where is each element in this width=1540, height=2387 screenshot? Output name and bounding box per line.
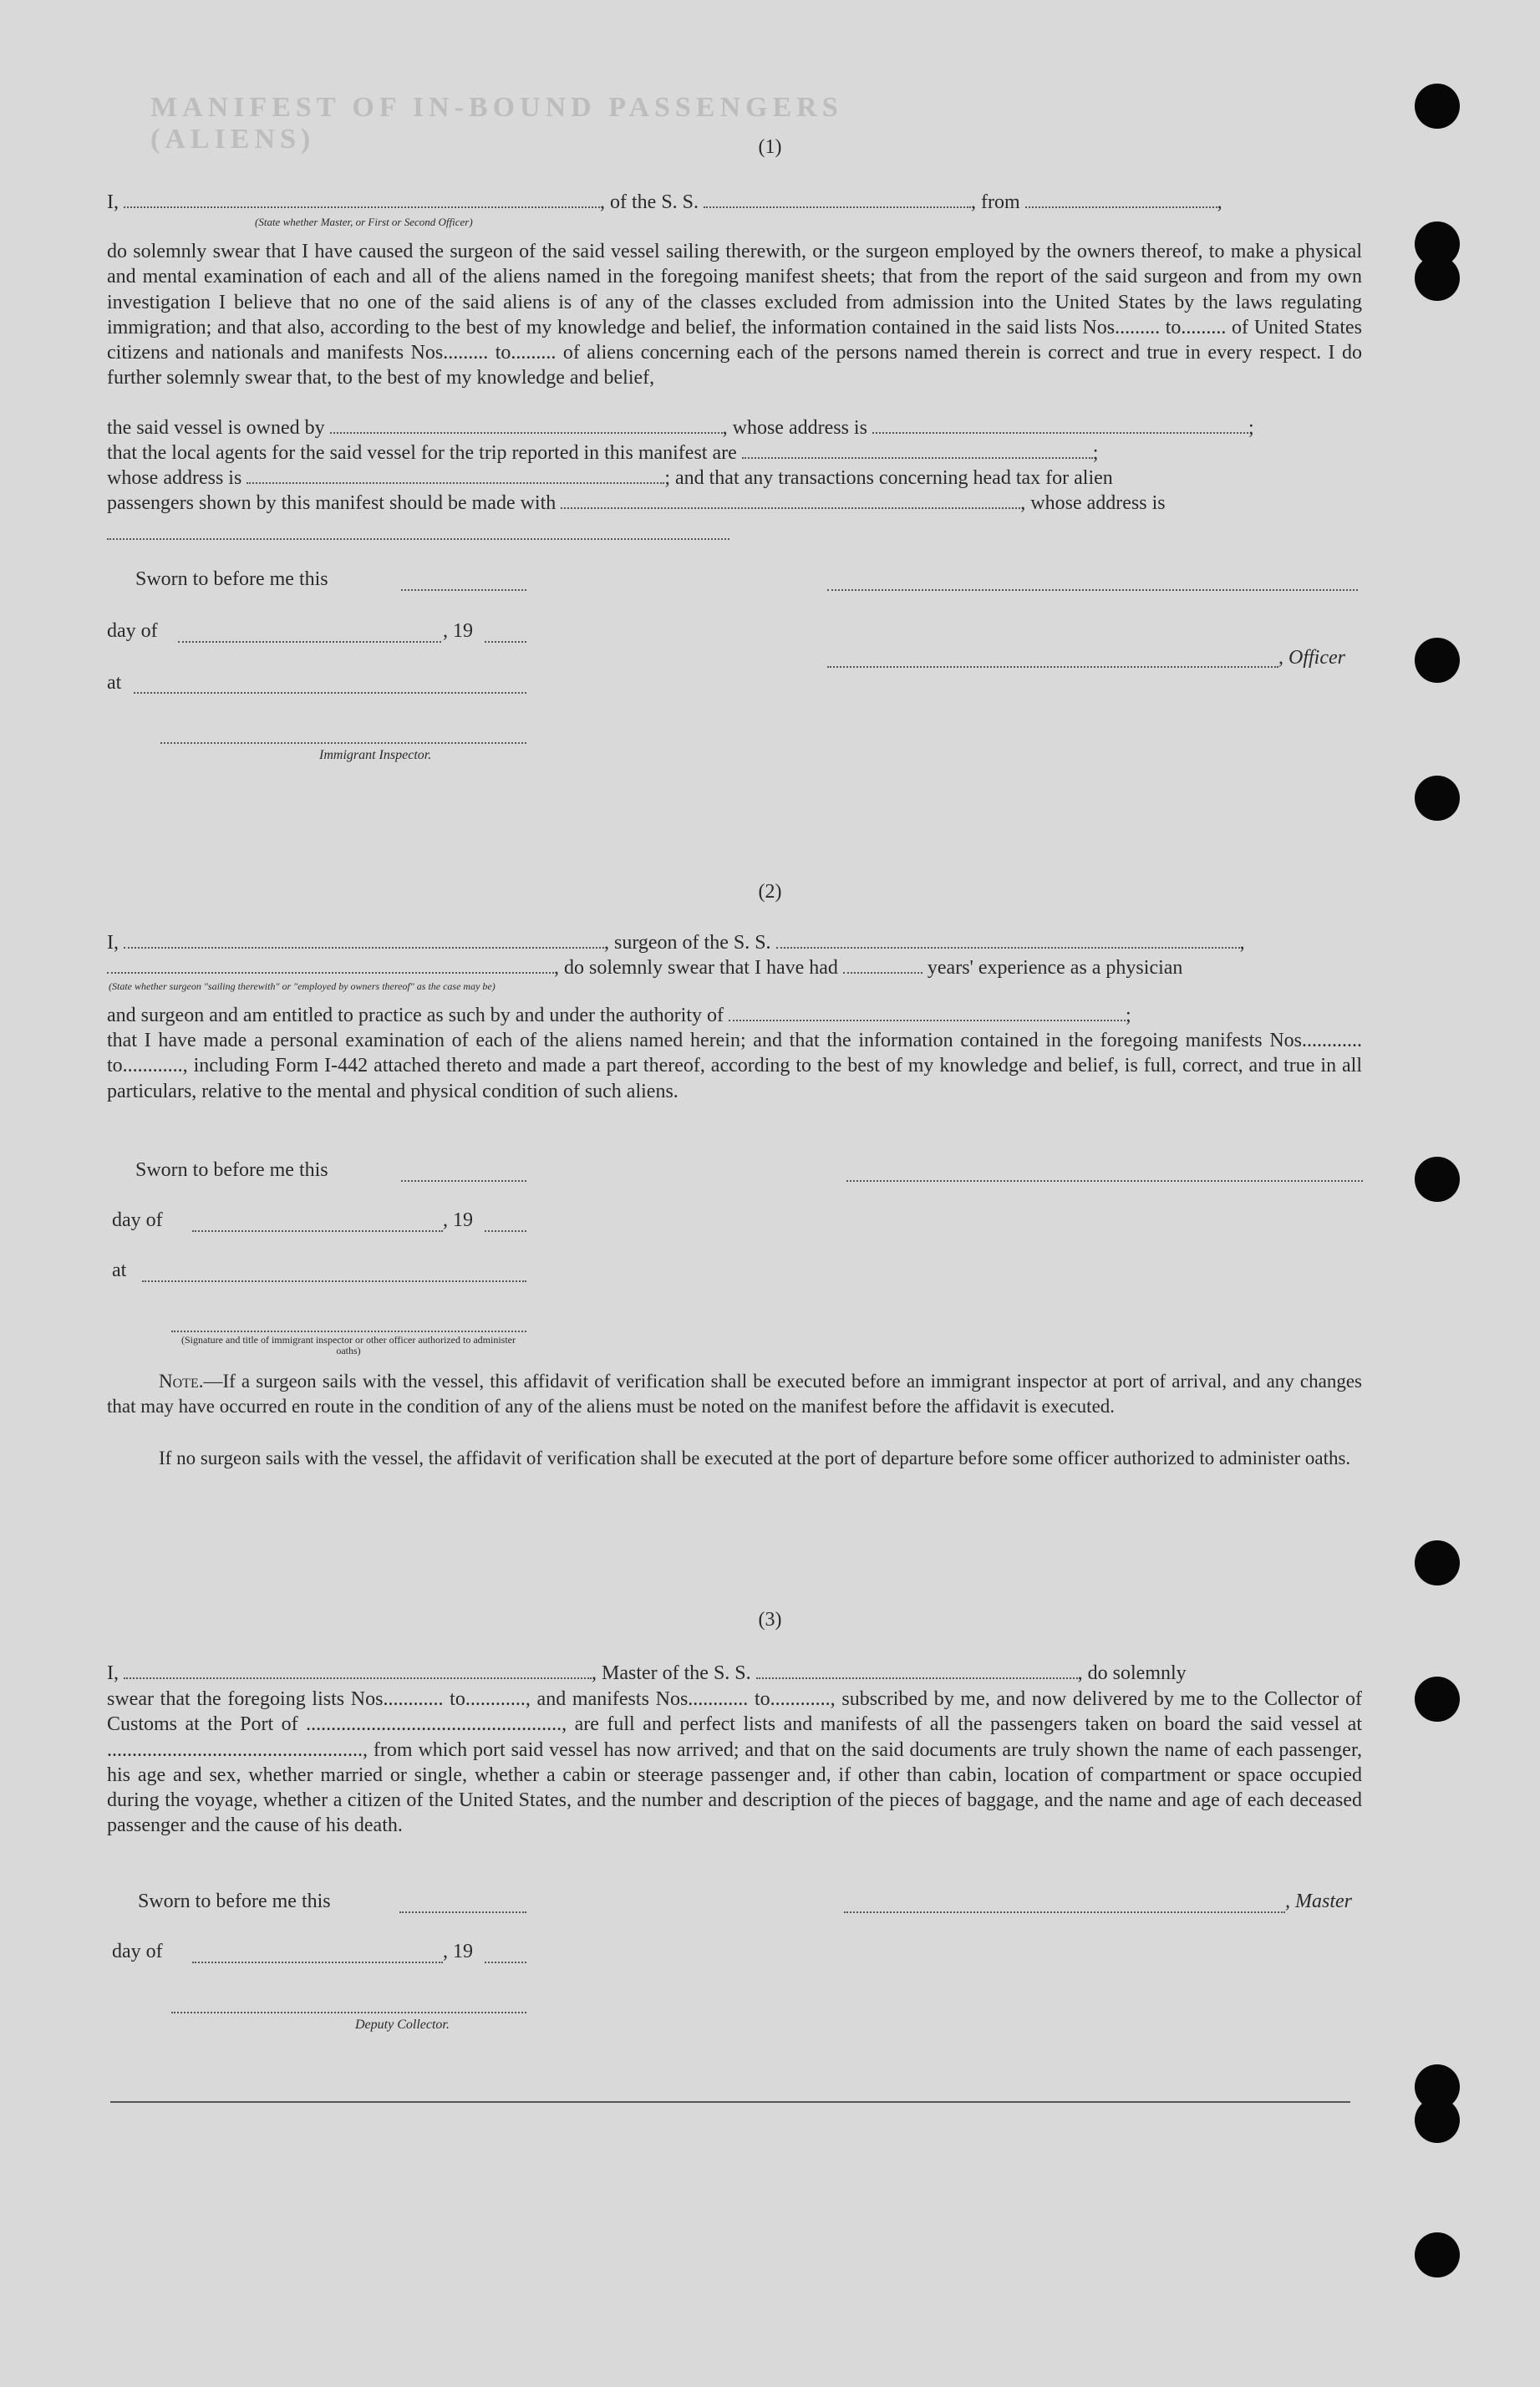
text: , of the S. S. [600, 191, 699, 213]
text: I, [107, 191, 119, 213]
text: , do solemnly swear that I have had [554, 957, 838, 979]
blank-field[interactable] [401, 1178, 526, 1182]
note-paragraph [107, 1369, 1362, 1419]
punch-hole [1415, 1157, 1460, 1202]
text: that the local agents for the said vessel for the trip reported in this manifest are [107, 442, 737, 464]
blank-field[interactable] [178, 639, 441, 643]
punch-hole [1415, 1677, 1460, 1722]
at-label: at [107, 672, 122, 694]
blank-field[interactable] [107, 537, 729, 540]
text: whose address is [107, 467, 242, 489]
blank-field[interactable] [107, 955, 554, 974]
officer-name-line[interactable] [827, 664, 1278, 668]
day-label: day of [112, 1941, 163, 1962]
note-paragraph-2: If no surgeon sails with the vessel, the affidavit of verification shall be executed at the port of departure before some officer authorized to administer oaths. [159, 1448, 1351, 1468]
text: and surgeon and am entitled to practice as such by and under the authority of [107, 1005, 724, 1026]
text: years' experience as a physician [927, 957, 1183, 979]
field-caption: (Signature and title of immigrant inspector or other officer authorized to administer oaths) [181, 1334, 516, 1356]
punch-hole [1415, 2232, 1460, 2278]
text: I, [107, 1662, 119, 1684]
punch-hole [1415, 84, 1460, 129]
blank-field[interactable] [561, 491, 1020, 509]
text: the said vessel is owned by [107, 417, 325, 439]
section3-line1 [107, 1661, 1362, 1686]
bleed-through-header: MANIFEST OF IN-BOUND PASSENGERS (ALIENS) [150, 92, 843, 155]
text: ; and that any transactions concerning head tax for alien [664, 467, 1113, 489]
blank-field[interactable] [134, 690, 526, 694]
section2-line2 [107, 955, 1362, 980]
field-caption: (State whether surgeon "sailing therewith" or "employed by owners thereof" as the case may be) [109, 980, 496, 992]
section1-address-line [107, 466, 1362, 491]
blank-field[interactable] [776, 930, 1240, 949]
section1-passengers-line [107, 491, 1362, 516]
officer-label: , Officer [1278, 647, 1345, 669]
blank-field[interactable] [399, 1910, 526, 1913]
sworn-label: Sworn to before me this [138, 1891, 331, 1912]
blank-field[interactable] [124, 1661, 592, 1679]
blank-field[interactable] [872, 415, 1248, 434]
inspector-signature-line[interactable] [171, 1329, 526, 1332]
sworn-label: Sworn to before me this [135, 1159, 328, 1181]
inspector-signature-line[interactable] [160, 741, 526, 744]
blank-field[interactable] [843, 955, 922, 974]
blank-field[interactable] [1025, 190, 1217, 208]
note-label: Note. [159, 1371, 204, 1392]
text: , do solemnly [1077, 1662, 1187, 1684]
text: , surgeon of the S. S. [604, 932, 771, 954]
section1-line1: I, , of the S. S. , from , [107, 191, 1222, 213]
section2-authority-line: and surgeon and am entitled to practice as such by and under the authority of ; [107, 1005, 1131, 1026]
inspector-label: Immigrant Inspector. [319, 748, 432, 762]
section1-owned-line: the said vessel is owned by , whose address is ; [107, 417, 1254, 439]
blank-field[interactable] [192, 1960, 443, 1963]
text: —If a surgeon sails with the vessel, this affidavit of verification shall be executed before an immigrant inspector at port of arrival, and any changes that may have occurred en route in the condition of any of the aliens must be noted on the manifest before the affidavit is executed. [107, 1371, 1362, 1417]
bottom-rule [110, 2101, 1350, 2103]
punch-hole [1415, 2098, 1460, 2143]
section-number: (1) [758, 136, 782, 158]
collector-signature-line[interactable] [171, 2010, 526, 2013]
blank-field[interactable] [401, 588, 526, 591]
punch-hole [1415, 776, 1460, 821]
section2-line1: I, , surgeon of the S. S. , [107, 932, 1245, 954]
day-label: day of [107, 620, 158, 642]
blank-field[interactable] [192, 1229, 443, 1232]
text: , from [971, 191, 1020, 213]
punch-hole [1415, 1540, 1460, 1585]
field-caption: (State whether Master, or First or Second Officer) [255, 216, 473, 228]
blank-field[interactable] [756, 1661, 1078, 1679]
section1-agents-line: that the local agents for the said vessel for the trip reported in this manifest are ; [107, 442, 1099, 464]
blank-field[interactable] [142, 1279, 526, 1282]
blank-field[interactable] [485, 1960, 526, 1963]
master-label: , Master [1285, 1891, 1352, 1912]
master-signature-line[interactable] [844, 1910, 1285, 1913]
blank-field[interactable] [704, 190, 971, 208]
punch-hole [1415, 638, 1460, 683]
section1-body: do solemnly swear that I have caused the surgeon of the said vessel sailing therewith, or the surgeon employed by the owners thereof, to make a physical and mental examination of each and all of the aliens named in the foregoing manifest sheets; that from the report of the said surgeon and from my own investigation I believe that no one of the said aliens is of any of the classes excluded from admission into the United States by the laws regulating immigration; and that also, according to the best of my knowledge and belief, the information contained in the said lists Nos......... to......... of United States citizens and nationals and manifests Nos......... to......... of aliens concerning each of the persons named therein is correct and true in every respect. I do further solemnly swear that, to the best of my knowledge and belief, [107, 241, 1362, 389]
surgeon-signature-line[interactable] [846, 1178, 1363, 1182]
year-label: , 19 [443, 1941, 473, 1962]
blank-field[interactable] [485, 1229, 526, 1232]
blank-field[interactable] [729, 1003, 1126, 1021]
text: , whose address is [1020, 492, 1166, 514]
text: , Master of the S. S. [592, 1662, 751, 1684]
blank-field[interactable] [247, 466, 664, 484]
year-label: , 19 [443, 1209, 473, 1231]
collector-label: Deputy Collector. [355, 2018, 450, 2032]
text: passengers shown by this manifest should be made with [107, 492, 557, 514]
text: I, [107, 932, 119, 954]
section-number: (3) [758, 1609, 782, 1631]
section-number: (2) [758, 881, 782, 903]
day-label: day of [112, 1209, 163, 1231]
text: , whose address is [722, 417, 867, 439]
punch-hole [1415, 256, 1460, 301]
section2-body: that I have made a personal examination of each of the aliens named herein; and that the information contained in the foregoing manifests Nos............ to............, including Form I-442 attached thereto and made a part thereof, according to the best of my knowledge and belief, is full, correct, and true in all particulars, relative to the mental and physical condition of such aliens. [107, 1030, 1362, 1102]
blank-field[interactable] [485, 639, 526, 643]
blank-field[interactable] [742, 440, 1093, 459]
blank-field[interactable] [124, 930, 604, 949]
sworn-label: Sworn to before me this [135, 568, 328, 590]
blank-field[interactable] [330, 415, 723, 434]
at-label: at [112, 1260, 127, 1281]
year-label: , 19 [443, 620, 473, 642]
blank-field[interactable] [124, 190, 600, 208]
officer-signature-line[interactable] [827, 588, 1358, 591]
section3-body: swear that the foregoing lists Nos............ to............, and manifests Nos............ to............, subscribed by me, and now delivered by me to the Collector of Customs at the Port of ..................................................., are full and perfect lists and manifests of all the passengers taken on board the said vessel at ..................................................., from which port said vessel has now arrived; and that on the said documents are truly shown the name of each passenger, his age and sex, whether married or single, whether a cabin or steerage passenger and, if other than cabin, location of compartment or space occupied during the voyage, whether a citizen of the United States, and the number and description of the pieces of baggage, and the name and age of each deceased passenger and the cause of his death. [107, 1688, 1362, 1837]
